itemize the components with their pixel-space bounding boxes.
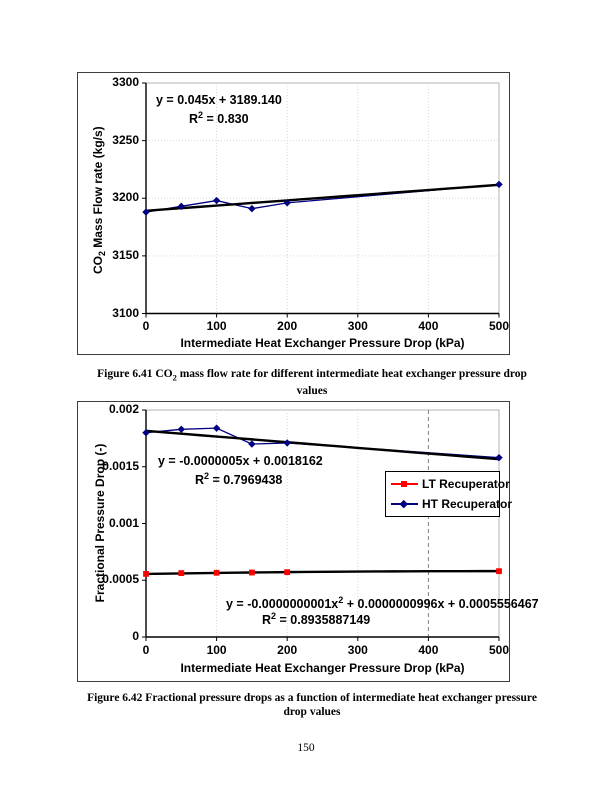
caption-line: Figure 6.42 Fractional pressure drops as a function of intermediate heat exchanger pressure xyxy=(87,692,537,704)
data-point-marker xyxy=(284,569,290,575)
data-point-marker xyxy=(249,570,255,576)
x-tick-label: 400 xyxy=(418,643,439,657)
r-squared-text: = 0.830 xyxy=(203,112,249,127)
x-tick-label: 200 xyxy=(277,643,298,657)
trendline xyxy=(146,571,499,574)
x-tick-label: 400 xyxy=(418,319,439,333)
lt-series-sample xyxy=(391,479,418,489)
subscript: 2 xyxy=(97,251,108,257)
page-number: 150 xyxy=(297,742,315,754)
x-axis-title: Intermediate Heat Exchanger Pressure Drop (kPa) xyxy=(180,336,465,350)
lt-r-squared-value xyxy=(262,609,370,627)
equation-text: y = -0.0000000001x xyxy=(226,597,339,612)
caption-line: values xyxy=(296,384,328,397)
y-tick-label: 0.001 xyxy=(108,515,139,530)
legend-item-lt-recuperator xyxy=(391,477,510,492)
y-tick-label: 3150 xyxy=(112,247,139,262)
superscript: 2 xyxy=(198,110,204,120)
r-squared-value xyxy=(189,108,249,126)
y-tick-label: 0 xyxy=(132,629,139,643)
ht-series-sample xyxy=(391,499,418,509)
r-squared-text: R xyxy=(195,473,205,488)
y-axis-title-text: Mass Flow rate (kg/s) xyxy=(90,126,105,252)
chart-legend xyxy=(385,471,513,517)
y-tick-label: 3100 xyxy=(112,305,139,320)
legend-item-ht-recuperator xyxy=(391,496,513,511)
subscript: 2 xyxy=(172,372,177,383)
r-squared-text: R xyxy=(189,112,199,127)
x-tick-label: 500 xyxy=(488,643,510,657)
x-tick-label: 0 xyxy=(142,319,150,333)
x-tick-label: 300 xyxy=(347,319,368,333)
x-axis-title: Intermediate Heat Exchanger Pressure Drop (kPa) xyxy=(180,661,465,675)
ht-r-squared-value xyxy=(195,469,282,487)
ht-trendline-equation: y = -0.0000005x + 0.0018162 xyxy=(158,454,323,468)
superscript: 2 xyxy=(271,611,277,621)
figure-641-caption xyxy=(72,368,552,398)
r-squared-text: R xyxy=(262,613,272,628)
data-point-marker xyxy=(248,205,255,212)
equation-text: + 0.0000000996x + 0.0005556467 xyxy=(343,597,539,612)
caption-line: drop values xyxy=(283,705,341,718)
superscript: 2 xyxy=(338,595,344,605)
y-tick-label: 3300 xyxy=(112,75,139,89)
legend-label: HT Recuperator xyxy=(422,496,513,511)
x-tick-label: 500 xyxy=(488,319,510,333)
y-tick-label: 3250 xyxy=(112,132,139,147)
x-tick-label: 200 xyxy=(277,319,298,333)
x-tick-label: 100 xyxy=(206,643,227,657)
figure-642-caption xyxy=(72,692,552,719)
y-tick-label: 3200 xyxy=(112,190,139,205)
caption-line xyxy=(72,368,552,385)
figure-641-plot xyxy=(77,72,510,355)
data-point-marker xyxy=(178,426,185,433)
y-tick-label: 0.0005 xyxy=(102,572,139,587)
y-tick-label: 0.0015 xyxy=(102,458,139,473)
square-marker-icon xyxy=(401,481,407,487)
r-squared-text: = 0.8935887149 xyxy=(276,613,371,628)
diamond-marker-icon xyxy=(400,500,408,508)
y-axis-title: Fractional Pressure Drop (-) xyxy=(93,443,107,603)
x-tick-label: 300 xyxy=(347,643,368,657)
y-tick-label: 0.002 xyxy=(108,402,139,416)
figure-642-plot xyxy=(77,401,513,682)
caption-text: mass flow rate for different intermediate heat exchanger pressure drop xyxy=(176,368,527,380)
legend-label: LT Recuperator xyxy=(422,477,510,492)
caption-text: Figure 6.41 CO xyxy=(97,368,173,380)
superscript: 2 xyxy=(204,471,210,481)
y-axis-title-text: CO xyxy=(90,256,105,275)
data-point-marker xyxy=(213,424,220,431)
data-point-marker xyxy=(248,440,255,447)
data-point-marker xyxy=(495,181,502,188)
data-point-marker xyxy=(496,568,502,574)
trendline-equation: y = 0.045x + 3189.140 xyxy=(156,93,282,107)
data-point-marker xyxy=(284,439,291,446)
data-point-marker xyxy=(214,570,220,576)
data-point-marker xyxy=(178,570,184,576)
data-point-marker xyxy=(143,571,149,577)
x-tick-label: 0 xyxy=(142,643,150,657)
x-tick-label: 100 xyxy=(206,319,227,333)
r-squared-text: = 0.7969438 xyxy=(209,473,283,488)
data-point-marker xyxy=(495,454,502,461)
data-point-marker xyxy=(213,197,220,204)
